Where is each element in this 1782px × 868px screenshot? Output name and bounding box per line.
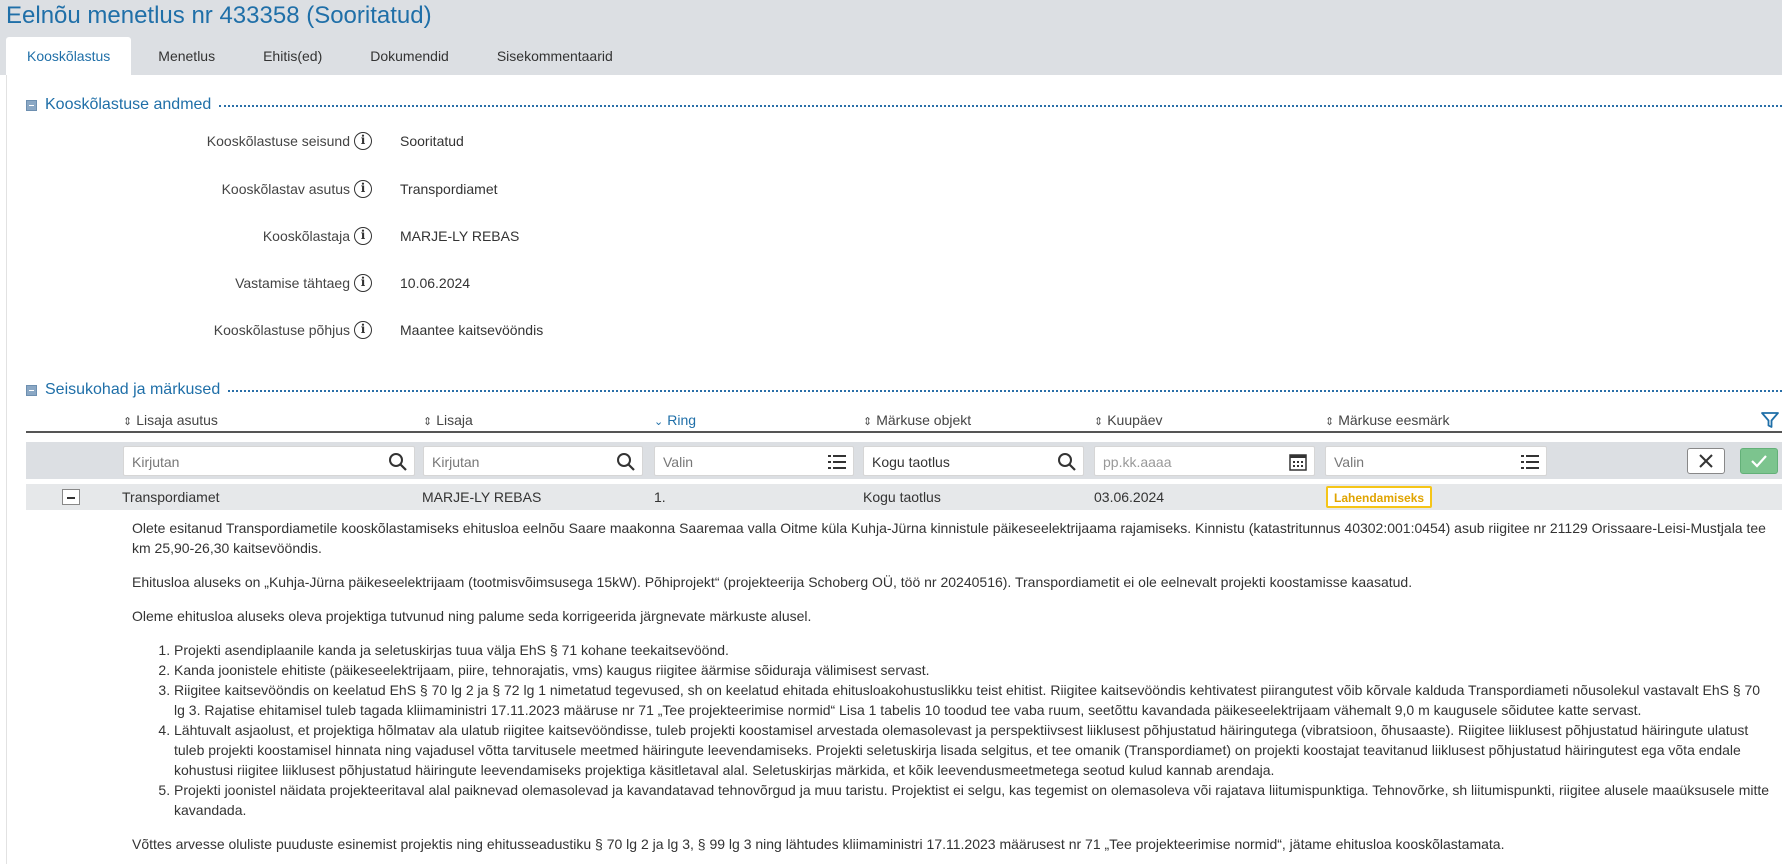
column-header-lisaja-asutus[interactable]: ⇕ Lisaja asutus	[123, 412, 218, 428]
apply-filters-button[interactable]	[1740, 448, 1778, 474]
tab-ehitised[interactable]: Ehitis(ed)	[263, 48, 323, 64]
calendar-icon[interactable]	[1288, 452, 1308, 472]
field-label: Kooskõlastaja	[262, 228, 350, 244]
list-icon[interactable]	[827, 452, 847, 472]
field-value: MARJE-LY REBAS	[400, 228, 520, 244]
grid-header	[26, 409, 1782, 433]
cell-ring: 1.	[654, 489, 666, 505]
column-header-kuupaev[interactable]: ⇕ Kuupäev	[1094, 412, 1163, 428]
cell-lisaja: MARJE-LY REBAS	[422, 489, 542, 505]
filter-markuse-objekt-input[interactable]: Kogu taotlus	[863, 446, 1084, 476]
filter-markuse-eesmark-select[interactable]: Valin	[1325, 446, 1547, 476]
column-header-lisaja[interactable]: ⇕ Lisaja	[423, 412, 473, 428]
filter-lisaja-input[interactable]: Kirjutan	[423, 446, 643, 476]
collapse-row-button[interactable]	[62, 489, 80, 505]
filter-kuupaev-input[interactable]: pp.kk.aaaa	[1094, 446, 1315, 476]
collapse-section-button[interactable]	[26, 100, 37, 111]
table-row[interactable]	[26, 484, 1782, 510]
field-row-pohjus	[0, 318, 900, 342]
list-item: 3. Riigitee kaitsevööndis on keelatud EhS § 70 lg 2 ja § 72 lg 1 nimetatud tegevused, sh on keelatud ehitada ehitusloakohustuslikku teist ehitist. Riigitee kaitsevööndis kehtivatest piirangutest võib kõrvale kalduda Transpordiameti nõusolekul vastavalt EhS § 70 lg 3. Rajatise ehitamisel tuleb tagada kliimaministri 17.11.2023 määruse nr 71 „Tee projekteerimise normid“ Lisa 1 tabelis 10 toodud tee vaba ruum, seetõttu kavandada päikeseelektrijaam vähemalt 9,0 m kaugusele sõidutee katte servast.	[174, 680, 1772, 720]
list-item: 1. Projekti asendiplaanile kanda ja seletuskirjas tuua välja EhS § 71 kohane teekaitsevöönd.	[174, 640, 1772, 660]
tab-menetlus[interactable]: Menetlus	[158, 48, 216, 64]
info-icon[interactable]: i	[354, 180, 372, 198]
comment-paragraph: Oleme ehitusloa aluseks oleva projektiga tutvunud ning palume seda korrigeerida järgnevate märkuste alusel.	[132, 608, 812, 624]
comment-body	[132, 518, 1772, 868]
field-row-tahtaeg	[0, 271, 900, 295]
field-value: Transpordiamet	[400, 181, 498, 197]
status-badge: Lahendamiseks	[1326, 486, 1432, 508]
cell-kuupaev: 03.06.2024	[1094, 489, 1165, 505]
search-icon[interactable]	[388, 452, 408, 472]
cell-markuse-objekt: Kogu taotlus	[863, 489, 941, 505]
field-label: Vastamise tähtaeg	[235, 275, 350, 291]
section-divider	[219, 105, 1782, 107]
field-value: Sooritatud	[400, 133, 464, 149]
info-icon[interactable]: i	[354, 321, 372, 339]
comment-paragraph: Olete esitanud Transpordiametile kooskõlastamiseks ehitusloa eelnõu Saare maakonna Saaremaa valla Oitme küla Kuhja-Jürna kinnistule päikeseelektrijaama rajamiseks. Kinnistu (katastritunnus 40302:001:0454) asub riigitee nr 21129 Orissaare-Leisi-Mustjala tee km 25,90-26,30 kaitsevööndis.	[132, 520, 1766, 556]
info-icon[interactable]: i	[354, 227, 372, 245]
page-header	[0, 0, 1782, 75]
checkmark-icon	[1741, 449, 1777, 473]
column-header-ring[interactable]: ⌄ Ring	[654, 412, 697, 428]
tab-kooskolastus[interactable]: Kooskõlastus	[6, 37, 131, 75]
comment-paragraph: Võttes arvesse oluliste puuduste esinemist projektis ning ehitusseadustiku § 70 lg 2 ja lg 3, § 99 lg 3 ning lähtudes kliimaministri 17.11.2023 määrusest nr 71 „Tee projekteerimise normid“, jätame ehitusloa kooskõlastamata.	[132, 836, 1505, 852]
search-icon[interactable]	[616, 452, 636, 472]
info-icon[interactable]: i	[354, 274, 372, 292]
filter-row	[26, 442, 1782, 479]
tab-sisekommentaarid[interactable]: Sisekommentaarid	[496, 48, 613, 64]
column-header-markuse-objekt[interactable]: ⇕ Märkuse objekt	[863, 412, 972, 428]
filter-lisaja-asutus-input[interactable]: Kirjutan	[123, 446, 415, 476]
field-row-asutus	[0, 177, 900, 201]
collapse-section-button[interactable]	[26, 385, 37, 396]
field-value: 10.06.2024	[400, 275, 471, 291]
filter-ring-select[interactable]: Valin	[654, 446, 854, 476]
close-icon	[1688, 449, 1724, 473]
field-label: Kooskõlastuse seisund	[206, 133, 350, 149]
section-title: Kooskõlastuse andmed	[45, 96, 212, 113]
field-row-seisund	[0, 129, 900, 153]
field-row-kooskolastaja	[0, 224, 900, 248]
info-icon[interactable]: i	[354, 132, 372, 150]
clear-filters-button[interactable]	[1687, 448, 1725, 474]
field-label: Kooskõlastav asutus	[221, 181, 350, 197]
section-title: Seisukohad ja märkused	[45, 381, 221, 398]
search-icon[interactable]	[1057, 452, 1077, 472]
cell-lisaja-asutus: Transpordiamet	[122, 489, 220, 505]
field-label: Kooskõlastuse põhjus	[213, 322, 350, 338]
page-title: Eelnõu menetlus nr 433358 (Sooritatud)	[6, 2, 432, 29]
field-value: Maantee kaitsevööndis	[400, 322, 544, 338]
section-kooskolastuse-andmed-header	[26, 94, 1782, 116]
column-header-markuse-eesmark[interactable]: ⇕ Märkuse eesmärk	[1325, 412, 1450, 428]
sort-icon: ⇕	[1094, 416, 1104, 428]
sort-icon: ⇕	[123, 416, 133, 428]
comment-list	[132, 640, 1772, 820]
list-icon[interactable]	[1520, 452, 1540, 472]
list-item: 4. Lähtuvalt asjaolust, et projektiga hõlmatav ala ulatub riigitee kaitsevööndisse, tuleb projekti koostamisel arvestada olemasolevast ja perspektiivsest liiklusest põhjustatud häiringutega (vibratsioon, õhusaaste). Riigitee liiklusest põhjustatud häiringute ulatust tuleb projekti koostamisel hinnata ning vajadusel võtta tarvitusele meetmed häiringute leevendamiseks. Projekti seletuskirja lisada selgitus, et tee omanik (Transpordiamet) on projekti koostajat teavitanud liiklusest põhjustatud häiringutest ega võta endale kohustusi riigitee liiklusest põhjustatud häiringute leevendamiseks projektiga käsitletaval alal. Seletuskirjas märkida, et kõik leevendusmeetmetega seotud kulud kannab arendaja.	[174, 720, 1772, 780]
comment-paragraph: Ehitusloa aluseks on „Kuhja-Jürna päikeseelektrijaam (tootmisvõimsusega 15kW). Põhiprojekt“ (projekteerija Schoberg OÜ, töö nr 20240516). Transpordiametit ei ole eelnevalt projekti koostamisse kaasatud.	[132, 574, 1413, 590]
section-seisukohad-header	[26, 379, 1782, 401]
tab-dokumendid[interactable]: Dokumendid	[370, 48, 449, 64]
sort-icon: ⇕	[423, 416, 433, 428]
list-item: 5. Projekti joonistel näidata projekteeritaval alal paiknevad olemasolevad ja kavandatavad tehnovõrgud ja muu taristu. Projektist ei selgu, kas tegemist on olemasoleva või rajatava liitumispunktiga. Tehnovõrke, sh liitumispunkti, riigitee alusele maaüksusele mitte kavandada.	[174, 780, 1772, 820]
section-divider	[228, 390, 1782, 392]
sort-icon: ⇕	[863, 416, 873, 428]
filter-icon[interactable]	[1760, 410, 1780, 430]
list-item: 2. Kanda joonistele ehitiste (päikeseelektrijaam, piire, tehnorajatis, vms) kaugus riigitee äärmise sõiduraja välimisest servast.	[174, 660, 1772, 680]
chevron-down-icon: ⌄	[654, 416, 664, 428]
tab-bar	[6, 37, 640, 75]
sort-icon: ⇕	[1325, 416, 1335, 428]
